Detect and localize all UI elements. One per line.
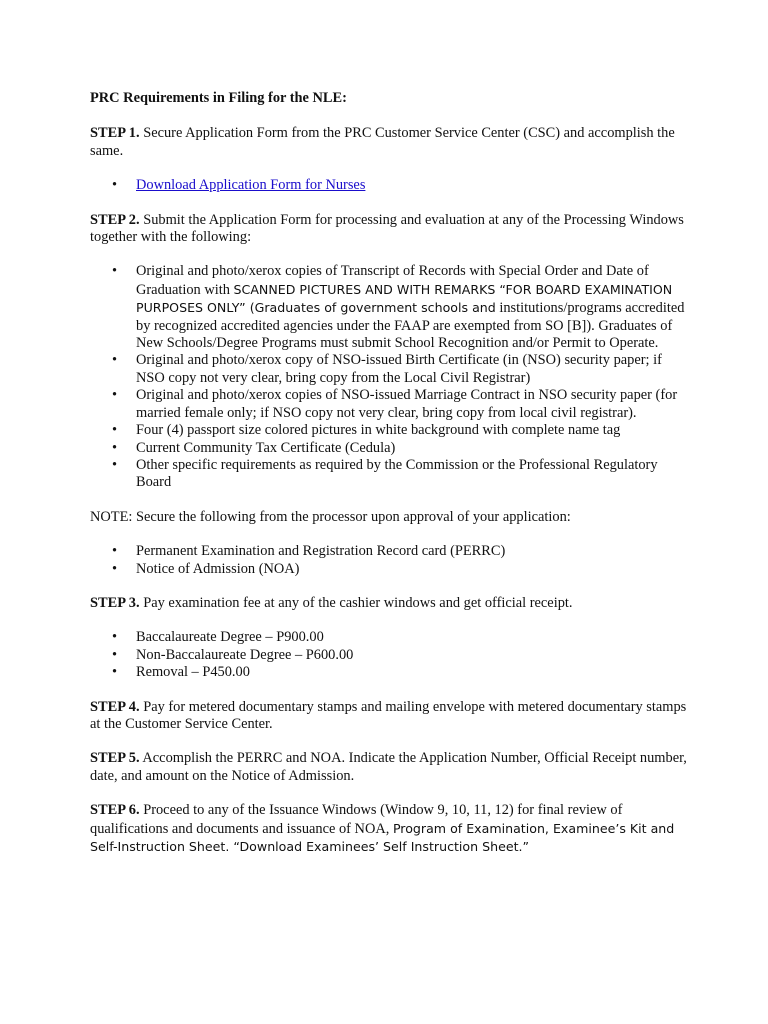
document-page [90, 90, 690, 873]
list-item [112, 664, 690, 681]
bullet-icon: • [112, 387, 118, 404]
list-item [112, 387, 690, 422]
fee-item-text: Baccalaureate Degree – P900.00 [136, 629, 324, 646]
list-item [112, 646, 690, 664]
download-application-form-link[interactable]: Download Application Form for Nurses [136, 177, 366, 194]
list-item [112, 456, 690, 492]
step-2-text: Submit the Application Form for processing and evaluation at any of the Processing Windows together with the following: [90, 211, 684, 246]
step-3-text: Pay examination fee at any of the cashier windows and get official receipt. [139, 594, 573, 611]
bullet-icon: • [112, 439, 118, 456]
fee-item-text: Removal – P450.00 [136, 664, 250, 681]
step-2-paragraph [90, 212, 690, 247]
step-3-paragraph [90, 595, 690, 612]
bullet-icon: • [112, 646, 118, 663]
requirement-text: Current Community Tax Certificate (Cedula) [136, 439, 396, 456]
step-1-list [90, 177, 690, 194]
step-2-list [90, 263, 690, 491]
step-4-label: STEP 4. [90, 698, 140, 715]
step-1-paragraph [90, 125, 690, 160]
step-5-label: STEP 5. [90, 750, 140, 767]
note-paragraph: NOTE: Secure the following from the processor upon approval of your application: [90, 508, 571, 525]
list-item [112, 263, 690, 352]
step-4-paragraph [90, 699, 690, 734]
step-2-label: STEP 2. [90, 211, 140, 228]
step-6-paragraph [90, 802, 690, 856]
step-6-text: Proceed to any of the Issuance Windows (Window 9, 10, 11, 12) for final review of qualifications and documents and issuance of NOA, [90, 802, 623, 837]
bullet-icon: • [112, 422, 118, 439]
step-1-text: Secure Application Form from the PRC Customer Service Center (CSC) and accomplish the same. [90, 125, 675, 159]
step-6-text-download: and Self-Instruction Sheet. “Download Examinees’ Self Instruction Sheet.” [90, 820, 675, 854]
requirement-text-remarks: SCANNED PICTURES AND WITH REMARKS “FOR BOARD EXAMINATION PURPOSES ONLY” (Graduates of government schools and [136, 281, 673, 316]
step-5-text: Accomplish the PERRC and NOA. Indicate the Application Number, Official Receipt number, date, and amount on the Notice of Admission. [90, 750, 687, 784]
bullet-icon: • [112, 352, 118, 369]
bullet-icon: • [112, 263, 118, 280]
list-item [112, 177, 690, 194]
note-item-text: Notice of Admission (NOA) [136, 560, 300, 577]
requirement-text: Original and photo/xerox copies of Transcript of Records with Special Order and Date of Graduation with [136, 263, 649, 298]
bullet-icon: • [112, 664, 118, 681]
note-item-text: Permanent Examination and Registration Record card (PERRC) [136, 543, 506, 560]
bullet-icon: • [112, 543, 118, 560]
list-item [112, 560, 690, 578]
step-4-text: Pay for metered documentary stamps and mailing envelope with metered documentary stamps at the Customer Service Center. [90, 698, 687, 732]
note-list [90, 543, 690, 578]
list-item [112, 352, 690, 387]
page-title: PRC Requirements in Filing for the NLE: [90, 90, 347, 106]
list-item [112, 422, 690, 439]
bullet-icon: • [112, 456, 118, 473]
step-6-label: STEP 6. [90, 802, 140, 819]
requirement-text: Four (4) passport size colored pictures in white background with complete name tag [136, 422, 621, 439]
bullet-icon: • [112, 629, 118, 646]
fee-list [90, 629, 690, 681]
step-6-text-program: Program of Examination, Examinee’s Kit [392, 820, 647, 836]
requirement-text-cont: institutions/programs accredited by recognized accredited agencies under the FAAP are exempted from SO [B]). Graduates of New Schools/Degree Programs must submit School Recognition and/or Permit to Operate. [136, 300, 685, 352]
step-1-label: STEP 1. [90, 125, 140, 142]
bullet-icon: • [112, 177, 118, 194]
requirement-text: Other specific requirements as required by the Commission or the Professional Regulatory Board [136, 456, 658, 491]
step-3-label: STEP 3. [90, 594, 140, 611]
step-5-paragraph [90, 750, 690, 785]
list-item [112, 439, 690, 457]
bullet-icon: • [112, 560, 118, 577]
requirement-text: Original and photo/xerox copies of NSO-issued Marriage Contract in NSO security paper (for married female only; if NSO copy not very clear, bring copy from local civil registrar). [136, 387, 678, 421]
requirement-text: Original and photo/xerox copy of NSO-issued Birth Certificate (in (NSO) security paper; if NSO copy not very clear, bring copy from the Local Civil Registrar) [136, 352, 662, 386]
fee-item-text: Non-Baccalaureate Degree – P600.00 [136, 646, 354, 663]
list-item [112, 629, 690, 646]
list-item [112, 543, 690, 560]
